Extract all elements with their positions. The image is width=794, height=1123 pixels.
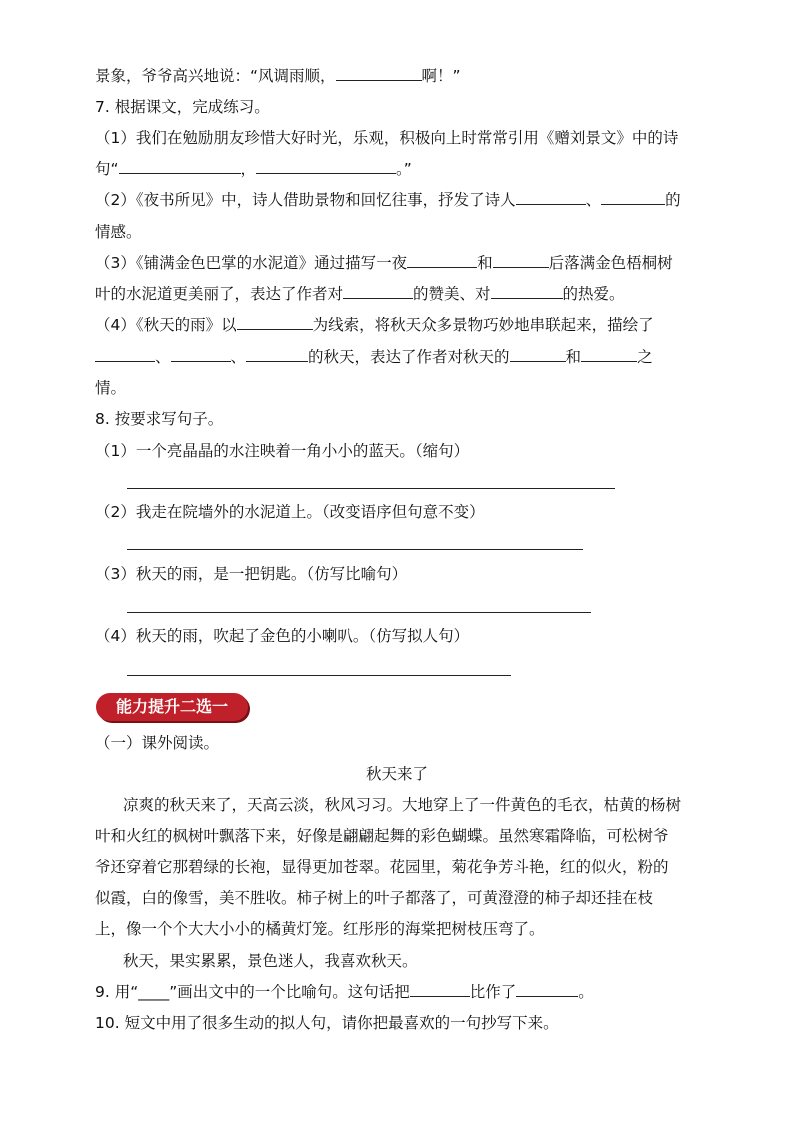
q8-item-2: （2）我走在院墙外的水泥道上。（改变语序但句意不变）: [95, 503, 485, 521]
q8-item-4: （4）秋天的雨，吹起了金色的小喇叭。（仿写拟人句）: [95, 627, 470, 645]
q7-item-3-line-b: [95, 284, 625, 304]
answer-blank[interactable]: [410, 995, 470, 997]
text: （2）《夜书所见》中，诗人借助景物和回忆往事，抒发了诗人: [95, 191, 516, 209]
answer-blank[interactable]: [516, 203, 586, 205]
text: 之: [637, 348, 653, 366]
text: 啊！”: [421, 67, 461, 85]
passage-line: 爷还穿着它那碧绿的长袍，显得更加苍翠。花园里，菊花争芳斗艳，红的似火，粉的: [95, 858, 669, 876]
text: 。”: [396, 160, 412, 178]
passage-line: 上，像一个个大大小小的橘黄灯笼。红彤彤的海棠把树枝压弯了。: [95, 920, 545, 938]
text: 、: [230, 348, 247, 366]
answer-blank[interactable]: [256, 172, 396, 174]
text: 的热爱。: [562, 285, 625, 303]
text: ”画出文中的一个比喻句。这句话把: [169, 983, 410, 1001]
text: （3）《铺满金色巴掌的水泥道》通过描写一夜: [95, 254, 408, 272]
text: 的赞美、对: [413, 285, 491, 303]
q7-item-3-line-a: [95, 253, 673, 273]
answer-blank[interactable]: [171, 360, 231, 362]
answer-blank[interactable]: [336, 79, 422, 81]
answer-blank[interactable]: [95, 360, 155, 362]
text: 为线索，将秋天众多景物巧妙地串联起来，描绘了: [312, 316, 654, 334]
q7-item-4-line-b: [95, 347, 653, 367]
text: 的秋天，表达了作者对秋天的: [308, 348, 510, 366]
text: 。: [578, 983, 594, 1001]
passage-title: 秋天来了: [365, 765, 428, 783]
q8-item-1: （1）一个亮晶晶的水注映着一角小小的蓝天。（缩句）: [95, 442, 470, 460]
text: ____: [138, 983, 170, 1001]
text: 9. 用“: [95, 983, 139, 1001]
question-8-title: 8. 按要求写句子。: [95, 410, 224, 428]
answer-blank[interactable]: [581, 360, 637, 362]
text: ，: [240, 160, 257, 178]
answer-blank[interactable]: [601, 203, 665, 205]
question-7-title: 7. 根据课文，完成练习。: [95, 98, 270, 116]
answer-blank[interactable]: [516, 995, 578, 997]
answer-line[interactable]: [127, 488, 615, 489]
q7-item-1-line-a: （1）我们在勉励朋友珍惜大好时光，乐观，积极向上时常常引用《赠刘景文》中的诗: [95, 129, 679, 147]
answer-line[interactable]: [127, 612, 591, 613]
question-10: 10. 短文中用了很多生动的拟人句，请你把最喜欢的一句抄写下来。: [95, 1014, 559, 1032]
q8-item-3: （3）秋天的雨，是一把钥匙。（仿写比喻句）: [95, 565, 408, 583]
text: 景象，爷爷高兴地说：“风调雨顺，: [95, 67, 336, 85]
passage-closing: 秋天，果实累累，景色迷人，我喜欢秋天。: [123, 952, 418, 970]
text: 、: [155, 348, 171, 366]
text: 句“: [95, 160, 119, 178]
answer-blank[interactable]: [343, 297, 413, 299]
answer-blank[interactable]: [491, 297, 563, 299]
passage-line: 似霞，白的像雪，美不胜收。柿子树上的叶子都落了，可黄澄澄的柿子却还挂在枝: [95, 889, 654, 907]
text: （4）《秋天的雨》以: [95, 316, 237, 334]
q7-item-4-line-a: [95, 315, 654, 335]
text: 叶的水泥道更美丽了，表达了作者对: [95, 285, 344, 303]
q7-item-2-line-b: 情感。: [95, 223, 142, 241]
answer-blank[interactable]: [510, 360, 566, 362]
q7-item-4-line-c: 情。: [95, 379, 127, 397]
question-9: [95, 982, 594, 1002]
answer-blank[interactable]: [407, 266, 477, 268]
passage-line: 凉爽的秋天来了，天高云淡，秋风习习。大地穿上了一件黄色的毛衣，枯黄的杨树: [123, 796, 682, 814]
text: 的: [665, 191, 681, 209]
section-badge: 能力提升二选一: [96, 693, 248, 721]
q7-item-1-line-b: [95, 159, 412, 179]
answer-line[interactable]: [127, 675, 511, 676]
continued-line: [95, 66, 461, 86]
text: 、: [585, 191, 602, 209]
text: 后落满金色梧桐树: [548, 254, 673, 272]
answer-blank[interactable]: [237, 328, 313, 330]
answer-blank[interactable]: [493, 266, 549, 268]
text: 和: [565, 348, 582, 366]
q7-item-2-line-a: [95, 190, 681, 210]
text: 比作了: [469, 983, 517, 1001]
answer-line[interactable]: [127, 549, 583, 550]
answer-blank[interactable]: [119, 172, 241, 174]
answer-blank[interactable]: [246, 360, 308, 362]
passage-line: 叶和火红的枫树叶飘落下来，好像是翩翩起舞的彩色蝴蝶。虽然寒霜降临，可松树爷: [95, 827, 669, 845]
text: 和: [477, 254, 493, 272]
section-heading: （一）课外阅读。: [95, 734, 220, 752]
